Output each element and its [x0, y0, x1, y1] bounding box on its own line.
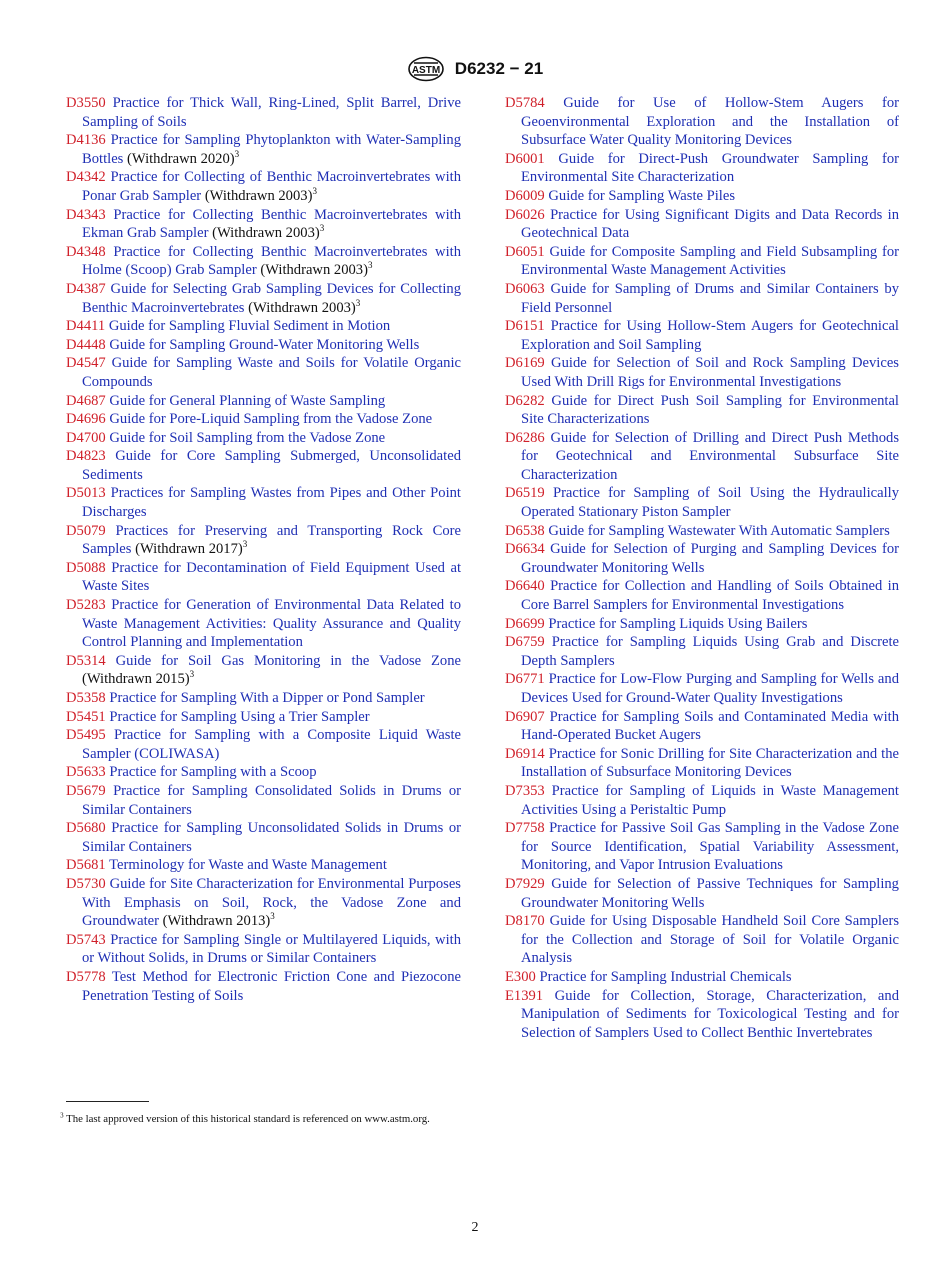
- reference-entry: [505, 708, 899, 745]
- reference-code-link[interactable]: D4687: [66, 392, 106, 409]
- reference-entry: [66, 317, 461, 336]
- reference-entry: [66, 243, 461, 280]
- reference-entry: [66, 726, 461, 763]
- reference-entry: [505, 206, 899, 243]
- withdrawn-note: (Withdrawn 2020): [127, 150, 235, 167]
- withdrawn-note: (Withdrawn 2017): [135, 541, 243, 558]
- reference-title-link[interactable]: Guide for General Planning of Waste Sampling: [109, 392, 386, 409]
- reference-entry: [66, 968, 461, 1005]
- reference-title-link[interactable]: Guide for Sampling Ground-Water Monitoring Wells: [109, 336, 420, 353]
- reference-code-link[interactable]: D4136: [66, 132, 106, 149]
- reference-code-link[interactable]: D6282: [505, 392, 545, 409]
- reference-entry: [505, 577, 899, 614]
- reference-title-link[interactable]: Guide for Selecting Grab Sampling Devices for Collecting Benthic Macroinvertebrates: [82, 280, 461, 316]
- reference-code-link[interactable]: D5495: [66, 727, 106, 744]
- document-designation: D6232 − 21: [454, 59, 544, 78]
- reference-entry: [66, 336, 461, 355]
- reference-code-link[interactable]: D5680: [66, 820, 106, 837]
- reference-entry: [66, 596, 461, 652]
- reference-code-link[interactable]: D4348: [66, 243, 106, 260]
- reference-entry: [66, 559, 461, 596]
- reference-entry: [505, 670, 899, 707]
- reference-title-link[interactable]: Guide for Sampling Fluvial Sediment in Motion: [108, 318, 391, 335]
- footnote-text: The last approved version of this historical standard is referenced on www.astm.org.: [66, 1113, 430, 1125]
- reference-title-link[interactable]: Practice for Using Significant Digits and Data Records in Geotechnical Data: [521, 206, 900, 242]
- reference-title-link[interactable]: Practice for Low-Flow Purging and Sampling for Wells and Devices Used for Ground-Water Quality Investigations: [521, 671, 899, 706]
- reference-code-link[interactable]: E1391: [505, 987, 544, 1004]
- footnote-reference: 3: [234, 148, 240, 159]
- reference-code-link[interactable]: D7929: [505, 875, 545, 892]
- reference-code-link[interactable]: D5013: [66, 485, 106, 502]
- footnote: [52, 1112, 461, 1127]
- reference-code-link[interactable]: D7758: [505, 820, 545, 837]
- reference-title-link[interactable]: Practice for Collecting of Benthic Macroinvertebrates with Ponar Grab Sampler: [82, 169, 461, 204]
- reference-entry: [66, 856, 461, 875]
- reference-code-link[interactable]: D5743: [66, 931, 106, 948]
- reference-code-link[interactable]: D5451: [66, 708, 106, 725]
- reference-title-link[interactable]: Practice for Sampling Liquids Using Grab and Discrete Depth Samplers: [521, 634, 899, 669]
- reference-code-link[interactable]: D6519: [505, 485, 545, 502]
- reference-title-link[interactable]: Practice for Sampling Phytoplankton with Water-Sampling Bottles: [82, 132, 461, 167]
- reference-entry: [66, 782, 461, 819]
- reference-entry: [505, 782, 899, 819]
- reference-code-link[interactable]: D6286: [505, 429, 545, 446]
- reference-code-link[interactable]: D5358: [66, 690, 106, 706]
- reference-code-link[interactable]: D5079: [66, 522, 106, 539]
- reference-code-link[interactable]: D4387: [66, 280, 106, 297]
- reference-code-link[interactable]: D4343: [66, 206, 106, 223]
- reference-code-link[interactable]: D6907: [505, 708, 545, 725]
- right-column-references: [505, 94, 899, 1042]
- footnote-reference: 3: [312, 186, 317, 197]
- reference-title-link[interactable]: Practice for Sampling Unconsolidated Solids in Drums or Similar Containers: [82, 820, 461, 855]
- reference-title-link[interactable]: Practice for Sampling With a Dipper or Pond Sampler: [109, 690, 425, 706]
- reference-code-link[interactable]: D6771: [505, 671, 545, 688]
- reference-entry: [505, 987, 899, 1043]
- reference-title-link[interactable]: Practice for Sampling of Liquids in Waste Management Activities Using a Peristaltic Pump: [521, 782, 899, 818]
- footnote-reference: 3: [189, 669, 195, 680]
- reference-title-link[interactable]: Practice for Decontamination of Field Equipment Used at Waste Sites: [82, 559, 461, 595]
- reference-title-link[interactable]: Guide for Use of Hollow-Stem Augers for Geoenvironmental Exploration and the Installation of Subsurface Water Quality Monitoring Devices: [521, 95, 899, 149]
- reference-code-link[interactable]: E300: [505, 968, 536, 985]
- reference-entry: [505, 187, 899, 206]
- reference-entry: [505, 94, 899, 150]
- reference-code-link[interactable]: D6151: [505, 318, 545, 335]
- withdrawn-note: (Withdrawn 2003): [204, 187, 313, 204]
- reference-entry: [505, 243, 899, 280]
- reference-entry: [66, 708, 461, 727]
- reference-entry: [66, 652, 461, 689]
- reference-code-link[interactable]: D4547: [66, 355, 106, 372]
- reference-entry: [66, 429, 461, 448]
- reference-title-link[interactable]: Practice for Sampling Liquids Using Bailers: [548, 615, 808, 632]
- reference-entry: [505, 912, 899, 968]
- reference-entry: [66, 819, 461, 856]
- reference-code-link[interactable]: D4411: [66, 318, 106, 335]
- reference-code-link[interactable]: D5314: [66, 652, 106, 669]
- footnote-reference: 3: [355, 297, 361, 308]
- reference-entry: [505, 819, 899, 875]
- reference-entry: [505, 633, 899, 670]
- withdrawn-note: (Withdrawn 2003): [260, 262, 368, 279]
- reference-title-link[interactable]: Guide for Selection of Drilling and Direct Push Methods for Geotechnical and Environmental Subsurface Site Characterization: [521, 429, 900, 483]
- reference-title-link[interactable]: Guide for Soil Gas Monitoring in the Vadose Zone: [115, 652, 461, 669]
- reference-code-link[interactable]: D5730: [66, 875, 106, 892]
- reference-code-link[interactable]: D4342: [66, 169, 106, 186]
- reference-title-link[interactable]: Practice for Collection and Handling of Soils Obtained in Core Barrel Samplers for Environmental Investigations: [521, 578, 899, 614]
- reference-title-link[interactable]: Practice for Sampling Industrial Chemicals: [539, 968, 792, 985]
- reference-title-link[interactable]: Practice for Sonic Drilling for Site Characterization and the Installation of Subsurface Monitoring Devices: [521, 745, 900, 781]
- reference-code-link[interactable]: D3550: [66, 95, 106, 111]
- reference-entry: [66, 131, 461, 168]
- reference-title-link[interactable]: Practice for Sampling of Soil Using the Hydraulically Operated Stationary Piston Sampler: [521, 485, 899, 521]
- reference-entry: [66, 875, 461, 931]
- page-number: 2: [471, 1220, 479, 1235]
- reference-entry: [505, 968, 899, 987]
- reference-code-link[interactable]: D4696: [66, 411, 106, 428]
- reference-entry: [66, 94, 461, 131]
- footnote-reference: 3: [319, 223, 325, 234]
- reference-entry: [505, 317, 899, 354]
- reference-entry: [505, 615, 899, 634]
- reference-code-link[interactable]: D6051: [505, 243, 545, 260]
- reference-title-link[interactable]: Practices for Preserving and Transporting Rock Core Samples: [82, 522, 461, 558]
- page-header: [0, 56, 950, 82]
- svg-text:ASTM: ASTM: [411, 65, 440, 76]
- reference-code-link[interactable]: D6699: [505, 615, 545, 632]
- reference-code-link[interactable]: D6063: [505, 280, 545, 297]
- reference-entry: [505, 392, 899, 429]
- reference-entry: [505, 354, 899, 391]
- reference-entry: [66, 484, 461, 521]
- reference-code-link[interactable]: D8170: [505, 913, 545, 930]
- reference-title-link[interactable]: Guide for Sampling of Drums and Similar Containers by Field Personnel: [521, 280, 899, 316]
- withdrawn-note: (Withdrawn 2015): [82, 671, 190, 688]
- reference-code-link[interactable]: D6759: [505, 634, 545, 651]
- reference-code-link[interactable]: D7353: [505, 782, 545, 799]
- reference-title-link[interactable]: Guide for Soil Sampling from the Vadose Zone: [109, 429, 386, 446]
- reference-title-link[interactable]: Terminology for Waste and Waste Management: [109, 857, 387, 874]
- reference-title-link[interactable]: Practice for Sampling Consolidated Solids in Drums or Similar Containers: [82, 782, 461, 818]
- reference-entry: [66, 931, 461, 968]
- astm-logo-icon: [407, 56, 445, 82]
- reference-code-link[interactable]: D5088: [66, 559, 106, 576]
- reference-entry: [66, 689, 461, 708]
- left-column-references: [66, 94, 461, 1005]
- reference-code-link[interactable]: D5784: [505, 95, 545, 111]
- reference-entry: [66, 392, 461, 411]
- reference-code-link[interactable]: D6009: [505, 187, 545, 204]
- reference-code-link[interactable]: D5681: [66, 857, 106, 874]
- withdrawn-note: (Withdrawn 2003): [248, 299, 356, 316]
- reference-entry: [505, 280, 899, 317]
- footnote-divider: [66, 1101, 149, 1102]
- reference-code-link[interactable]: D6640: [505, 578, 545, 595]
- reference-code-link[interactable]: D4700: [66, 429, 106, 446]
- reference-title-link[interactable]: Guide for Direct-Push Groundwater Sampling for Environmental Site Characterization: [521, 150, 899, 186]
- footnote-reference: 3: [270, 911, 275, 922]
- reference-entry: [505, 875, 899, 912]
- reference-title-link[interactable]: Practice for Sampling Soils and Contaminated Media with Hand-Operated Bucket Augers: [521, 708, 899, 744]
- reference-title-link[interactable]: Guide for Direct Push Soil Sampling for Environmental Site Characterizations: [521, 392, 899, 428]
- reference-code-link[interactable]: D4823: [66, 448, 106, 465]
- reference-title-link[interactable]: Practice for Sampling with a Scoop: [109, 764, 317, 781]
- reference-code-link[interactable]: D6538: [505, 522, 545, 539]
- reference-title-link[interactable]: Practice for Sampling Using a Trier Sampler: [109, 708, 370, 725]
- reference-entry: [66, 168, 461, 205]
- reference-title-link[interactable]: Guide for Site Characterization for Environmental Purposes With Emphasis on Soil, Rock, the Vadose Zone and Groundwater: [82, 875, 461, 930]
- reference-code-link[interactable]: D6001: [505, 150, 545, 167]
- withdrawn-note: (Withdrawn 2013): [162, 913, 271, 930]
- reference-title-link[interactable]: Practices for Sampling Wastes from Pipes and Other Point Discharges: [82, 485, 461, 521]
- reference-code-link[interactable]: D4448: [66, 336, 106, 353]
- reference-title-link[interactable]: Practice for Collecting Benthic Macroinvertebrates with Ekman Grab Sampler: [82, 206, 461, 242]
- reference-entry: [505, 150, 899, 187]
- reference-entry: [66, 354, 461, 391]
- reference-entry: [505, 522, 899, 541]
- withdrawn-note: (Withdrawn 2003): [212, 225, 320, 242]
- reference-code-link[interactable]: D6026: [505, 206, 545, 223]
- reference-title-link[interactable]: Guide for Using Disposable Handheld Soil Core Samplers for the Collection and Storage of Soil for Volatile Organic Analysis: [521, 913, 899, 967]
- reference-title-link[interactable]: Practice for Sampling with a Composite Liquid Waste Sampler (COLIWASA): [82, 727, 461, 762]
- reference-code-link[interactable]: D5778: [66, 968, 106, 985]
- reference-entry: [505, 429, 899, 485]
- reference-title-link[interactable]: Practice for Using Hollow-Stem Augers for Geotechnical Exploration and Soil Sampling: [521, 318, 899, 353]
- footnote-marker: 3: [60, 1111, 64, 1120]
- footnote-reference: 3: [242, 539, 248, 550]
- reference-title-link[interactable]: Guide for Pore-Liquid Sampling from the Vadose Zone: [109, 411, 433, 428]
- reference-title-link[interactable]: Practice for Sampling Single or Multilayered Liquids, with or Without Solids, in Drums or Similar Containers: [82, 931, 462, 967]
- reference-title-link[interactable]: Guide for Collection, Storage, Characterization, and Manipulation of Sediments for Toxicological Testing and for Selection of Samplers Used to Collect Benthic Invertebrates: [521, 987, 899, 1041]
- reference-entry: [505, 484, 899, 521]
- reference-title-link[interactable]: Guide for Core Sampling Submerged, Unconsolidated Sediments: [82, 448, 461, 483]
- reference-title-link[interactable]: Guide for Sampling Wastewater With Automatic Samplers: [548, 522, 890, 539]
- reference-entry: [66, 763, 461, 782]
- reference-title-link[interactable]: Test Method for Electronic Friction Cone and Piezocone Penetration Testing of Soils: [82, 968, 461, 1004]
- reference-entry: [66, 280, 461, 317]
- reference-code-link[interactable]: D6914: [505, 745, 545, 762]
- reference-code-link[interactable]: D5679: [66, 782, 106, 799]
- reference-entry: [66, 410, 461, 429]
- footnote-reference: 3: [367, 260, 373, 271]
- reference-entry: [66, 522, 461, 559]
- reference-title-link[interactable]: Practice for Generation of Environmental Data Related to Waste Management Activities: Quality Assurance and Quality Control Planning and Implementation: [82, 597, 461, 651]
- reference-code-link[interactable]: D5283: [66, 597, 106, 614]
- reference-entry: [505, 540, 899, 577]
- reference-code-link[interactable]: D6634: [505, 541, 545, 558]
- reference-title-link[interactable]: Guide for Sampling Waste Piles: [548, 187, 736, 204]
- reference-title-link[interactable]: Practice for Thick Wall, Ring-Lined, Split Barrel, Drive Sampling of Soils: [82, 95, 461, 130]
- reference-title-link[interactable]: Guide for Composite Sampling and Field Subsampling for Environmental Waste Management Activities: [521, 243, 899, 279]
- reference-entry: [66, 447, 461, 484]
- reference-entry: [505, 745, 899, 782]
- reference-entry: [66, 206, 461, 243]
- reference-title-link[interactable]: Guide for Selection of Purging and Sampling Devices for Groundwater Monitoring Wells: [521, 541, 899, 576]
- reference-code-link[interactable]: D6169: [505, 355, 545, 372]
- reference-code-link[interactable]: D5633: [66, 764, 106, 781]
- reference-title-link[interactable]: Guide for Sampling Waste and Soils for Volatile Organic Compounds: [82, 355, 461, 390]
- reference-title-link[interactable]: Guide for Selection of Soil and Rock Sampling Devices Used With Drill Rigs for Environmental Investigations: [521, 355, 899, 390]
- reference-title-link[interactable]: Guide for Selection of Passive Techniques for Sampling Groundwater Monitoring Wells: [521, 875, 899, 911]
- reference-title-link[interactable]: Practice for Passive Soil Gas Sampling in the Vadose Zone for Source Identification, Spatial Variability Assessment, Monitoring, and Vapor Intrusion Evaluations: [521, 820, 899, 874]
- reference-title-link[interactable]: Practice for Collecting Benthic Macroinvertebrates with Holme (Scoop) Grab Sampler: [82, 243, 461, 279]
